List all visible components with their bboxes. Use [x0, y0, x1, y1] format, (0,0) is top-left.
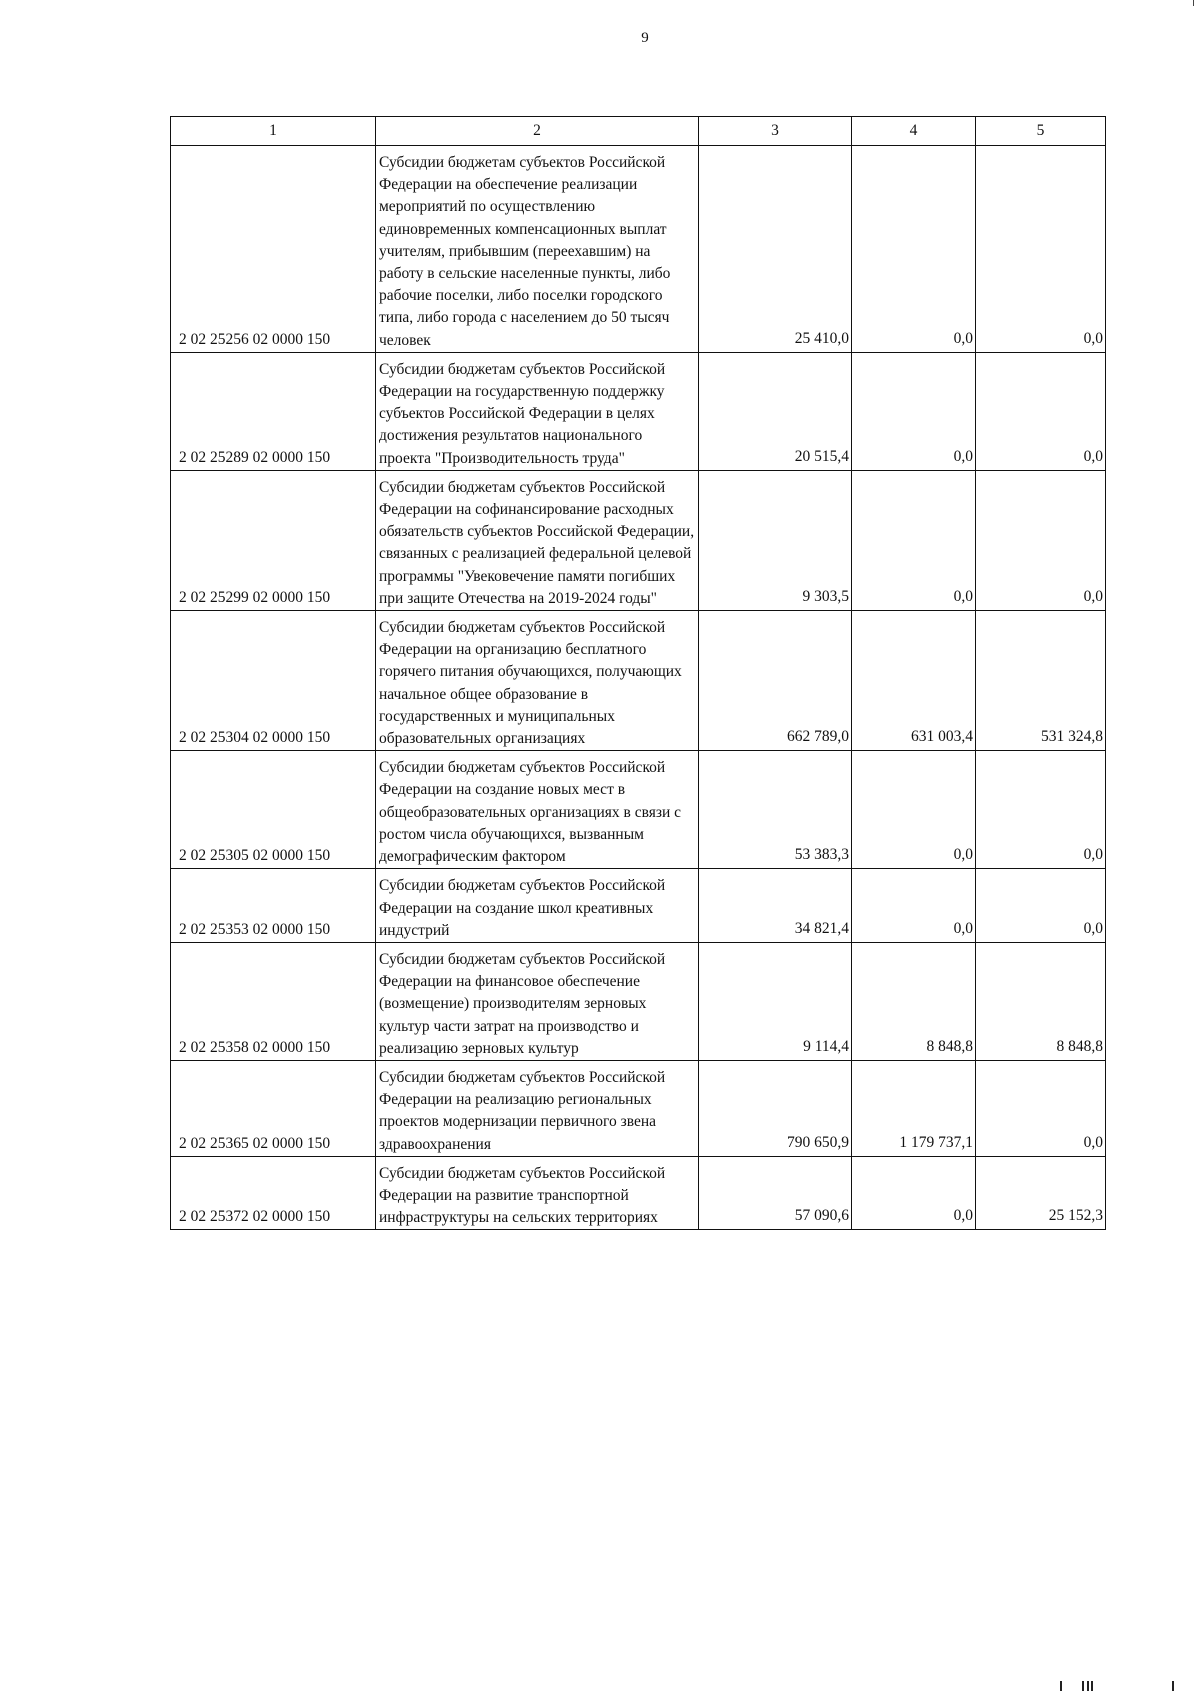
- budget-code: 2 02 25256 02 0000 150: [171, 146, 376, 353]
- amount-col3: 9 303,5: [699, 470, 852, 610]
- budget-code: 2 02 25365 02 0000 150: [171, 1060, 376, 1156]
- budget-code: 2 02 25305 02 0000 150: [171, 751, 376, 869]
- budget-code: 2 02 25289 02 0000 150: [171, 352, 376, 470]
- budget-code: 2 02 25299 02 0000 150: [171, 470, 376, 610]
- amount-col5: 0,0: [976, 352, 1106, 470]
- table-body: [171, 117, 1106, 1230]
- amount-col4: 631 003,4: [852, 611, 976, 751]
- table-header-row: [171, 117, 1106, 146]
- column-header-2: 2: [376, 117, 699, 146]
- budget-code: 2 02 25304 02 0000 150: [171, 611, 376, 751]
- amount-col3: 790 650,9: [699, 1060, 852, 1156]
- amount-col4: 1 179 737,1: [852, 1060, 976, 1156]
- amount-col4: 0,0: [852, 352, 976, 470]
- subsidy-description: Субсидии бюджетам субъектов Российской Федерации на организацию бесплатного горячего питания обучающихся, получающих начальное общее образование в государственных и муниципальных образовательных организациях: [376, 611, 699, 751]
- amount-col3: 25 410,0: [699, 146, 852, 353]
- table-row: [171, 352, 1106, 470]
- amount-col5: 0,0: [976, 751, 1106, 869]
- amount-col3: 9 114,4: [699, 942, 852, 1060]
- amount-col4: 0,0: [852, 470, 976, 610]
- subsidy-description: Субсидии бюджетам субъектов Российской Федерации на создание новых мест в общеобразовательных организациях в связи с ростом числа обучающихся, вызванным демографическим фактором: [376, 751, 699, 869]
- table-row: [171, 751, 1106, 869]
- table-row: [171, 1060, 1106, 1156]
- amount-col3: 53 383,3: [699, 751, 852, 869]
- column-header-5: 5: [976, 117, 1106, 146]
- amount-col4: 0,0: [852, 146, 976, 353]
- subsidy-description: Субсидии бюджетам субъектов Российской Федерации на финансовое обеспечение (возмещение) производителям зерновых культур части затрат на производство и реализацию зерновых культур: [376, 942, 699, 1060]
- table-row: [171, 1156, 1106, 1230]
- amount-col3: 662 789,0: [699, 611, 852, 751]
- subsidy-description: Субсидии бюджетам субъектов Российской Федерации на обеспечение реализации мероприятий по осуществлению единовременных компенсационных выплат учителям, прибывшим (переехавшим) на работу в сельские населенные пункты, либо рабочие поселки, либо поселки городского типа, либо города с населением до 50 тысяч человек: [376, 146, 699, 353]
- budget-code: 2 02 25353 02 0000 150: [171, 869, 376, 943]
- amount-col4: 8 848,8: [852, 942, 976, 1060]
- scan-edge-mark: [1193, 0, 1194, 6]
- column-header-3: 3: [699, 117, 852, 146]
- amount-col5: 0,0: [976, 470, 1106, 610]
- budget-table: [170, 116, 1106, 1230]
- amount-col5: 25 152,3: [976, 1156, 1106, 1230]
- amount-col4: 0,0: [852, 869, 976, 943]
- subsidy-description: Субсидии бюджетам субъектов Российской Федерации на софинансирование расходных обязательств субъектов Российской Федерации, связанных с реализацией федеральной целевой программы "Увековечение памяти погибших при защите Отечества на 2019-2024 годы": [376, 470, 699, 610]
- amount-col3: 20 515,4: [699, 352, 852, 470]
- amount-col5: 8 848,8: [976, 942, 1106, 1060]
- amount-col5: 0,0: [976, 1060, 1106, 1156]
- table-row: [171, 611, 1106, 751]
- subsidy-description: Субсидии бюджетам субъектов Российской Федерации на государственную поддержку субъектов Российской Федерации в целях достижения результатов национального проекта "Производительность труда": [376, 352, 699, 470]
- budget-code: 2 02 25372 02 0000 150: [171, 1156, 376, 1230]
- amount-col5: 531 324,8: [976, 611, 1106, 751]
- scan-footer-marks: [1060, 1677, 1180, 1691]
- table-row: [171, 470, 1106, 610]
- amount-col3: 57 090,6: [699, 1156, 852, 1230]
- budget-code: 2 02 25358 02 0000 150: [171, 942, 376, 1060]
- table-row: [171, 146, 1106, 353]
- subsidy-description: Субсидии бюджетам субъектов Российской Федерации на реализацию региональных проектов модернизации первичного звена здравоохранения: [376, 1060, 699, 1156]
- amount-col5: 0,0: [976, 869, 1106, 943]
- table-row: [171, 869, 1106, 943]
- column-header-4: 4: [852, 117, 976, 146]
- page-number: 9: [641, 30, 649, 46]
- amount-col5: 0,0: [976, 146, 1106, 353]
- amount-col3: 34 821,4: [699, 869, 852, 943]
- table-row: [171, 942, 1106, 1060]
- subsidy-description: Субсидии бюджетам субъектов Российской Федерации на создание школ креативных индустрий: [376, 869, 699, 943]
- amount-col4: 0,0: [852, 751, 976, 869]
- column-header-1: 1: [171, 117, 376, 146]
- amount-col4: 0,0: [852, 1156, 976, 1230]
- subsidy-description: Субсидии бюджетам субъектов Российской Федерации на развитие транспортной инфраструктуры на сельских территориях: [376, 1156, 699, 1230]
